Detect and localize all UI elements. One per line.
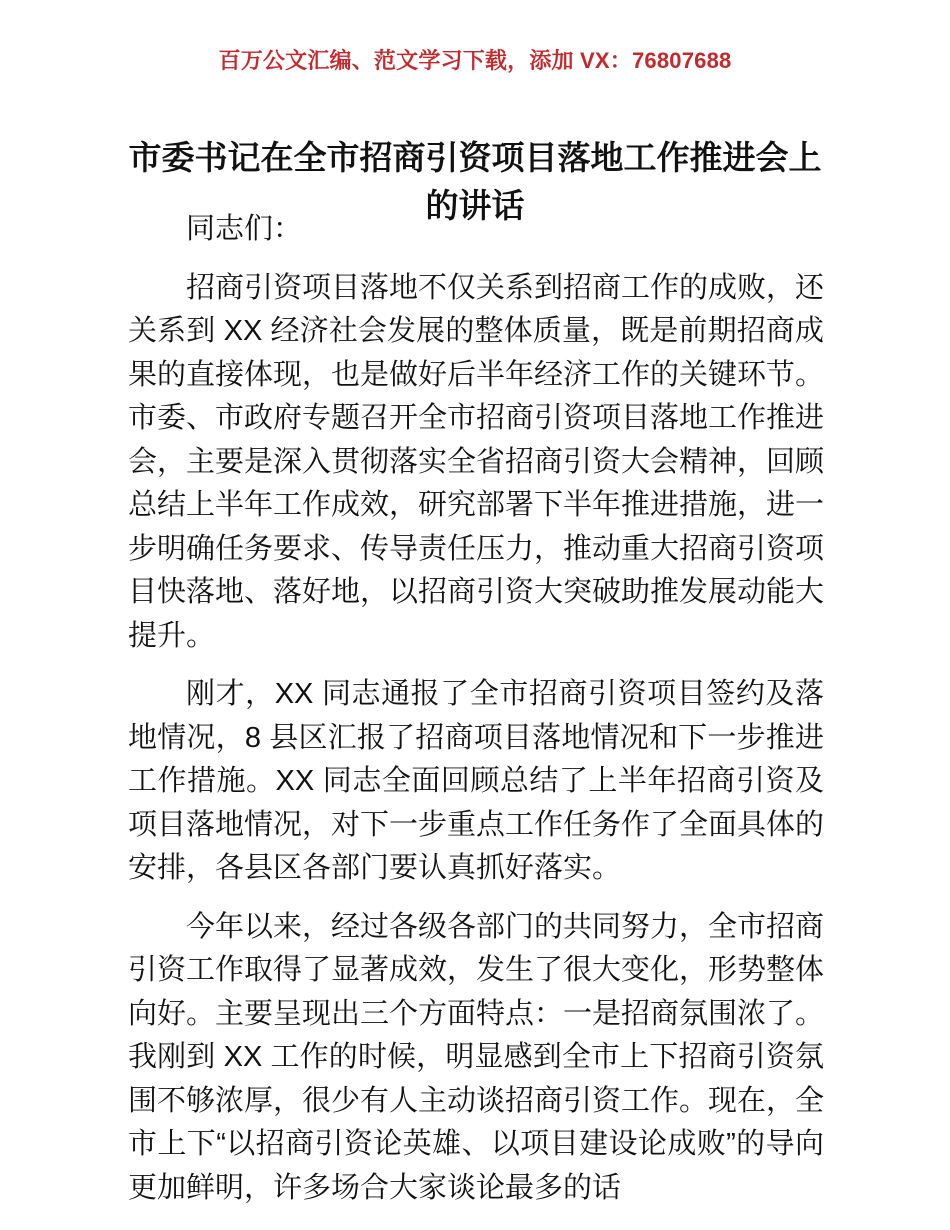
paragraph-salutation: 同志们：: [186, 213, 303, 245]
document-body: [128, 208, 824, 1210]
promo-header-text: 百万公文汇编、范文学习下载，添加 VX：76807688: [218, 48, 732, 73]
paragraph-2: 刚才，XX 同志通报了全市招商引资项目签约及落地情况，8 县区汇报了招商项目落地情况和下一步推进工作措施。XX 同志全面回顾总结了上半年招商引资及项目落地情况，对下一步重点工作任务作了全面具体的安排，各县区各部门要认真抓好落实。: [128, 678, 825, 884]
paragraph-1: 招商引资项目落地不仅关系到招商工作的成败，还关系到 XX 经济社会发展的整体质量，既是前期招商成果的直接体现，也是做好后半年经济工作的关键环节。市委、市政府专题召开全市招商引资项目落地工作推进会，主要是深入贯彻落实全省招商引资大会精神，回顾总结上半年工作成效，研究部署下半年推进措施，进一步明确任务要求、传导责任压力，推动重大招商引资项目快落地、落好地，以招商引资大突破助推发展动能大提升。: [128, 271, 825, 652]
document-title: 市委书记在全市招商引资项目落地工作推进会上的讲话: [128, 139, 822, 225]
paragraph-3: 今年以来，经过各级各部门的共同努力，全市招商引资工作取得了显著成效，发生了很大变化，形势整体向好。主要呈现出三个方面特点：一是招商氛围浓了。我刚到 XX 工作的时候，明显感到全市上下招商引资氛围不够浓厚，很少有人主动谈招商引资工作。现在，全市上下“以招商引资论英雄、以项目建设论成败”的导向更加鲜明，许多场合大家谈论最多的话: [128, 910, 825, 1204]
